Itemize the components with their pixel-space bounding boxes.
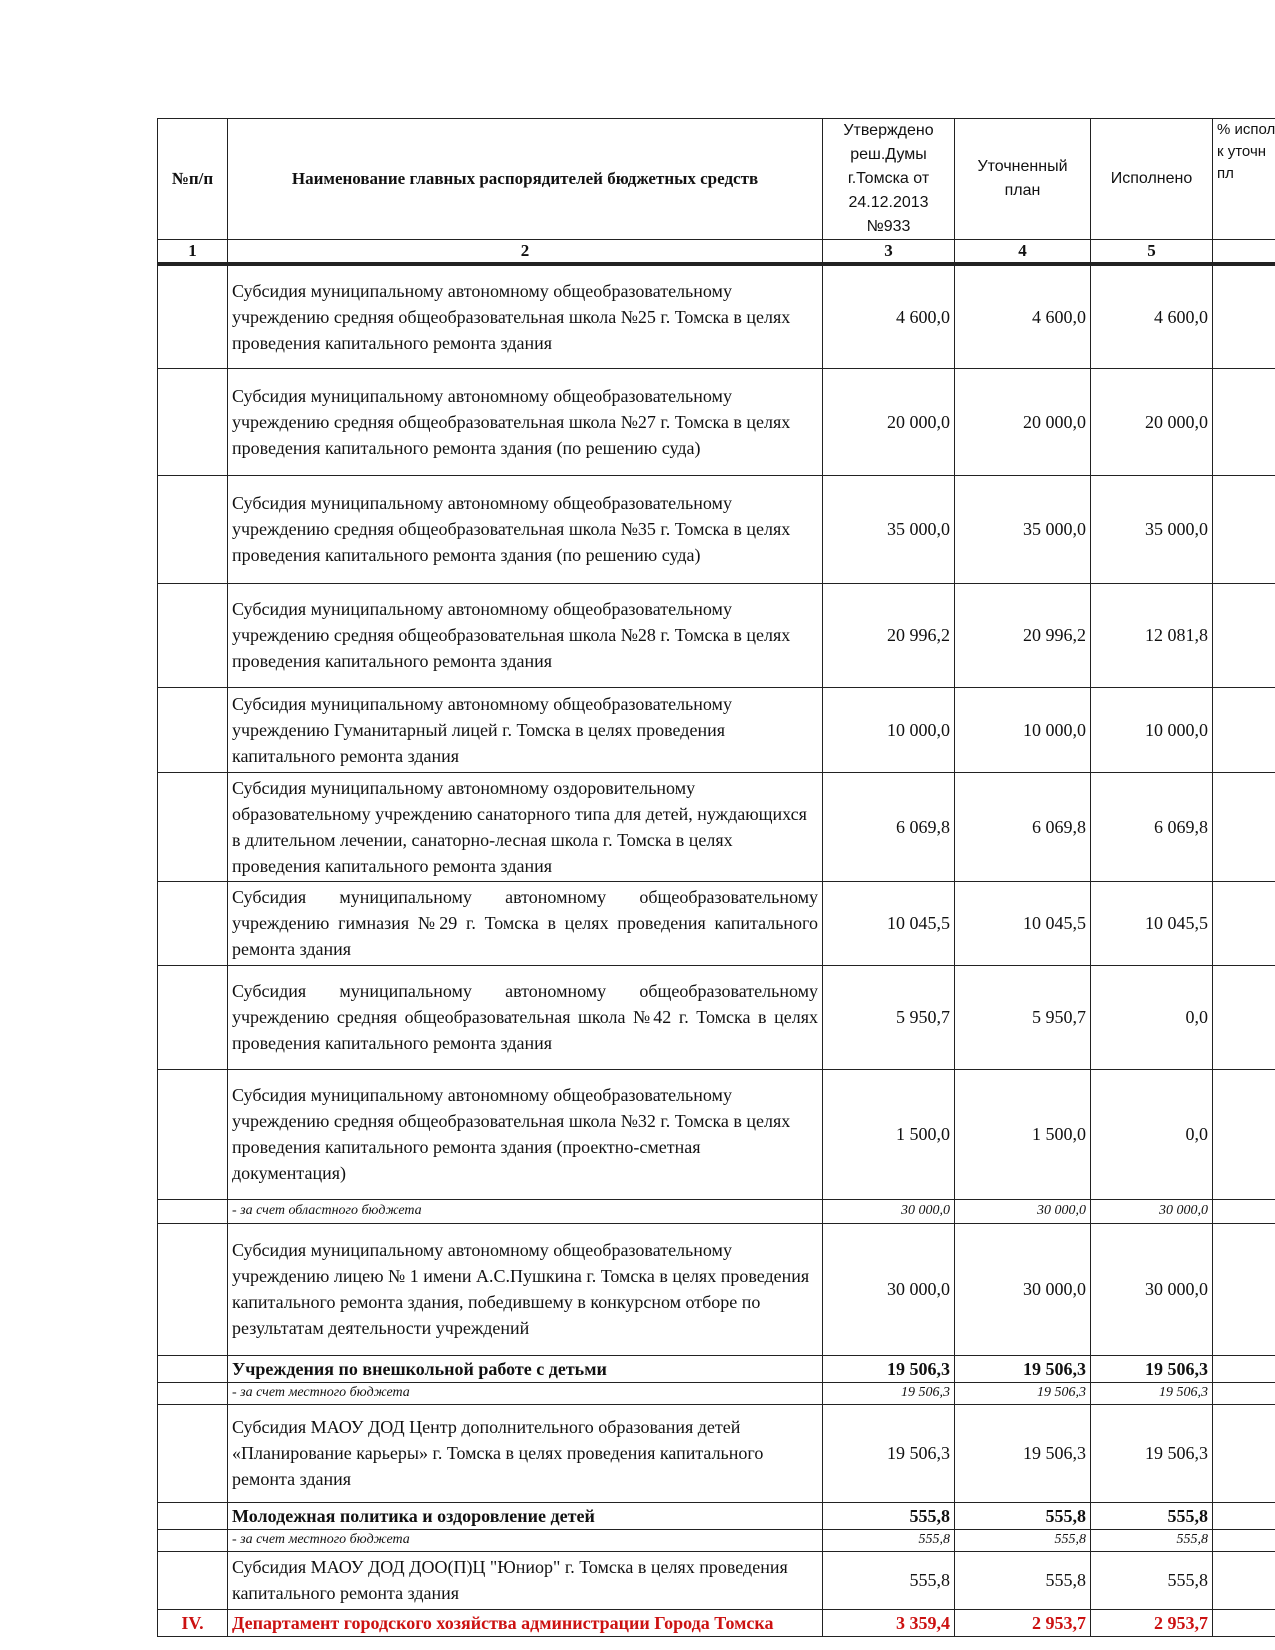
row-plan: 19 506,3 — [955, 1382, 1091, 1404]
row-plan: 4 600,0 — [955, 264, 1091, 368]
table-row — [158, 1529, 1275, 1551]
row-plan: 30 000,0 — [955, 1199, 1091, 1223]
column-number-row — [158, 240, 1275, 265]
row-number — [158, 687, 228, 772]
row-approved: 30 000,0 — [823, 1223, 955, 1355]
row-number — [158, 1199, 228, 1223]
row-percent — [1213, 881, 1275, 965]
row-approved: 19 506,3 — [823, 1404, 955, 1502]
row-percent — [1213, 368, 1275, 475]
row-approved: 555,8 — [823, 1502, 955, 1529]
row-name: Субсидия муниципальному автономному общеобразовательному учреждению средняя общеобразовательная школа №42 г. Томска в целях проведения капитального ремонта здания — [228, 965, 823, 1069]
row-name: Субсидия муниципальному автономному общеобразовательному учреждению средняя общеобразовательная школа №28 г. Томска в целях проведения капитального ремонта здания — [228, 583, 823, 687]
row-name: - за счет местного бюджета — [228, 1382, 823, 1404]
header-percent: % испол к уточн пл — [1213, 119, 1275, 240]
row-name: Субсидия МАОУ ДОД ДОО(П)Ц "Юниор" г. Томска в целях проведения капитального ремонта здания — [228, 1551, 823, 1609]
row-plan: 555,8 — [955, 1502, 1091, 1529]
row-number — [158, 881, 228, 965]
row-name: Молодежная политика и оздоровление детей — [228, 1502, 823, 1529]
row-name: Субсидия муниципальному автономному оздоровительному образовательному учреждению санаторного типа для детей, нуждающихся в длительном лечении, санаторно-лесная школа г. Томска в целях проведения капитального ремонта здания — [228, 772, 823, 881]
header-done: Исполнено — [1091, 119, 1213, 240]
table-row — [158, 687, 1275, 772]
row-percent — [1213, 1199, 1275, 1223]
row-percent — [1213, 583, 1275, 687]
row-percent — [1213, 1404, 1275, 1502]
table-row — [158, 1404, 1275, 1502]
row-number — [158, 475, 228, 583]
row-number — [158, 583, 228, 687]
row-percent — [1213, 1609, 1275, 1636]
row-name: Субсидия муниципальному автономному общеобразовательному учреждению средняя общеобразовательная школа №32 г. Томска в целях проведения капитального ремонта здания (проектно-сметная документация) — [228, 1069, 823, 1199]
row-name: Субсидия муниципальному автономному общеобразовательному учреждению средняя общеобразовательная школа №25 г. Томска в целях проведения капитального ремонта здания — [228, 264, 823, 368]
row-approved: 555,8 — [823, 1529, 955, 1551]
table-row — [158, 475, 1275, 583]
row-approved: 20 996,2 — [823, 583, 955, 687]
row-done: 12 081,8 — [1091, 583, 1213, 687]
row-approved: 6 069,8 — [823, 772, 955, 881]
row-percent — [1213, 1382, 1275, 1404]
row-plan: 555,8 — [955, 1551, 1091, 1609]
row-percent — [1213, 264, 1275, 368]
row-done: 0,0 — [1091, 1069, 1213, 1199]
colnum-5: 5 — [1091, 240, 1213, 265]
row-plan: 555,8 — [955, 1529, 1091, 1551]
table-row — [158, 881, 1275, 965]
row-name: Субсидия муниципальному автономному общеобразовательному учреждению лицею № 1 имени А.С.Пушкина г. Томска в целях проведения капитального ремонта здания, победившему в конкурсном отборе по результатам деятельности учреждений — [228, 1223, 823, 1355]
row-done: 555,8 — [1091, 1502, 1213, 1529]
header-name: Наименование главных распорядителей бюджетных средств — [228, 119, 823, 240]
row-approved: 3 359,4 — [823, 1609, 955, 1636]
table-row — [158, 965, 1275, 1069]
row-number — [158, 1069, 228, 1199]
row-name: Субсидия муниципальному автономному общеобразовательному учреждению гимназия №29 г. Томска в целях проведения капитального ремонта здания — [228, 881, 823, 965]
row-approved: 555,8 — [823, 1551, 955, 1609]
row-name: Субсидия муниципальному автономному общеобразовательному учреждению Гуманитарный лицей г. Томска в целях проведения капитального ремонта здания — [228, 687, 823, 772]
row-done: 19 506,3 — [1091, 1404, 1213, 1502]
header-approved: Утверждено реш.Думы г.Томска от 24.12.2013 №933 — [823, 119, 955, 240]
row-number — [158, 772, 228, 881]
row-percent — [1213, 772, 1275, 881]
row-done: 0,0 — [1091, 965, 1213, 1069]
row-done: 10 000,0 — [1091, 687, 1213, 772]
row-number — [158, 1223, 228, 1355]
row-number — [158, 1382, 228, 1404]
row-percent — [1213, 1551, 1275, 1609]
row-percent — [1213, 1502, 1275, 1529]
row-approved: 19 506,3 — [823, 1382, 955, 1404]
row-plan: 5 950,7 — [955, 965, 1091, 1069]
table-row — [158, 1199, 1275, 1223]
row-number — [158, 965, 228, 1069]
table-row — [158, 264, 1275, 368]
row-done: 6 069,8 — [1091, 772, 1213, 881]
row-plan: 30 000,0 — [955, 1223, 1091, 1355]
table-row — [158, 1223, 1275, 1355]
row-plan: 10 000,0 — [955, 687, 1091, 772]
row-done: 30 000,0 — [1091, 1223, 1213, 1355]
row-percent — [1213, 475, 1275, 583]
row-percent — [1213, 1069, 1275, 1199]
row-approved: 10 045,5 — [823, 881, 955, 965]
row-approved: 1 500,0 — [823, 1069, 955, 1199]
budget-table — [157, 118, 1275, 1637]
colnum-4: 4 — [955, 240, 1091, 265]
row-number — [158, 1355, 228, 1382]
row-plan: 10 045,5 — [955, 881, 1091, 965]
row-plan: 35 000,0 — [955, 475, 1091, 583]
row-done: 35 000,0 — [1091, 475, 1213, 583]
row-number — [158, 1502, 228, 1529]
row-plan: 1 500,0 — [955, 1069, 1091, 1199]
table-row — [158, 1551, 1275, 1609]
row-plan: 20 000,0 — [955, 368, 1091, 475]
row-number — [158, 1551, 228, 1609]
row-name: Учреждения по внешкольной работе с детьми — [228, 1355, 823, 1382]
row-done: 19 506,3 — [1091, 1355, 1213, 1382]
row-done: 555,8 — [1091, 1551, 1213, 1609]
row-approved: 30 000,0 — [823, 1199, 955, 1223]
table-row — [158, 1069, 1275, 1199]
row-done: 10 045,5 — [1091, 881, 1213, 965]
table-row — [158, 1355, 1275, 1382]
row-done: 19 506,3 — [1091, 1382, 1213, 1404]
row-approved: 35 000,0 — [823, 475, 955, 583]
colnum-6 — [1213, 240, 1275, 265]
row-done: 4 600,0 — [1091, 264, 1213, 368]
header-number: №п/п — [158, 119, 228, 240]
row-plan: 6 069,8 — [955, 772, 1091, 881]
table-header-row — [158, 119, 1275, 240]
row-done: 20 000,0 — [1091, 368, 1213, 475]
row-plan: 20 996,2 — [955, 583, 1091, 687]
table-row — [158, 1609, 1275, 1636]
row-name: - за счет областного бюджета — [228, 1199, 823, 1223]
table-row — [158, 1502, 1275, 1529]
table-row — [158, 772, 1275, 881]
row-number: IV. — [158, 1609, 228, 1636]
row-done: 30 000,0 — [1091, 1199, 1213, 1223]
row-number — [158, 264, 228, 368]
row-approved: 4 600,0 — [823, 264, 955, 368]
row-number — [158, 1404, 228, 1502]
colnum-3: 3 — [823, 240, 955, 265]
table-row — [158, 368, 1275, 475]
row-done: 555,8 — [1091, 1529, 1213, 1551]
colnum-2: 2 — [228, 240, 823, 265]
row-name: Департамент городского хозяйства администрации Города Томска — [228, 1609, 823, 1636]
table-row — [158, 1382, 1275, 1404]
row-percent — [1213, 1223, 1275, 1355]
header-plan: Уточненный план — [955, 119, 1091, 240]
row-done: 2 953,7 — [1091, 1609, 1213, 1636]
row-approved: 19 506,3 — [823, 1355, 955, 1382]
row-approved: 20 000,0 — [823, 368, 955, 475]
row-name: Субсидия муниципальному автономному общеобразовательному учреждению средняя общеобразовательная школа №35 г. Томска в целях проведения капитального ремонта здания (по решению суда) — [228, 475, 823, 583]
row-plan: 19 506,3 — [955, 1404, 1091, 1502]
row-percent — [1213, 1529, 1275, 1551]
row-name: - за счет местного бюджета — [228, 1529, 823, 1551]
row-number — [158, 368, 228, 475]
row-approved: 5 950,7 — [823, 965, 955, 1069]
row-approved: 10 000,0 — [823, 687, 955, 772]
row-name: Субсидия муниципальному автономному общеобразовательному учреждению средняя общеобразовательная школа №27 г. Томска в целях проведения капитального ремонта здания (по решению суда) — [228, 368, 823, 475]
row-percent — [1213, 965, 1275, 1069]
row-number — [158, 1529, 228, 1551]
row-plan: 19 506,3 — [955, 1355, 1091, 1382]
colnum-1: 1 — [158, 240, 228, 265]
row-percent — [1213, 687, 1275, 772]
row-name: Субсидия МАОУ ДОД Центр дополнительного образования детей «Планирование карьеры» г. Томска в целях проведения капитального ремонта здания — [228, 1404, 823, 1502]
row-plan: 2 953,7 — [955, 1609, 1091, 1636]
table-row — [158, 583, 1275, 687]
row-percent — [1213, 1355, 1275, 1382]
